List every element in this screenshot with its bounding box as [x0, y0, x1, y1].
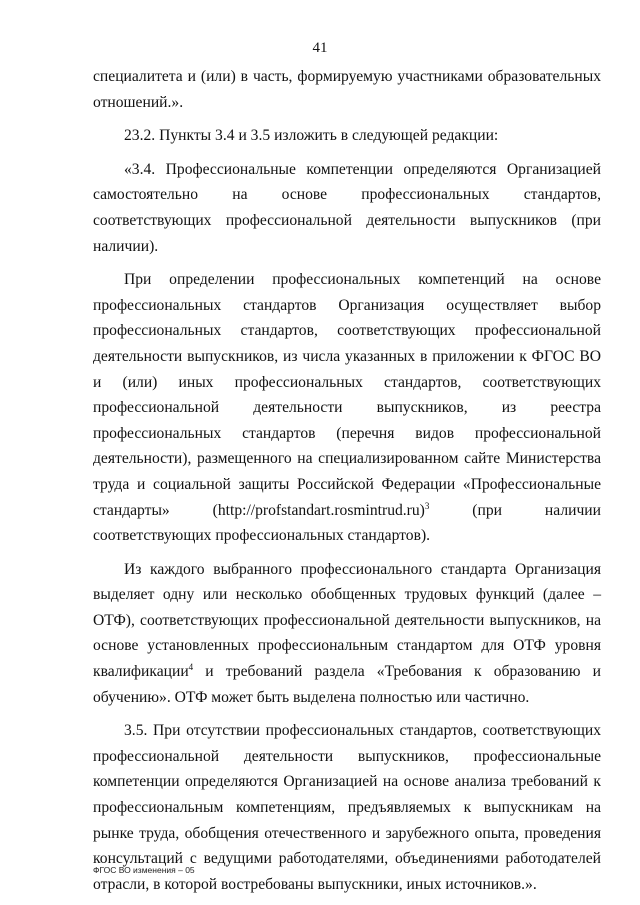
paragraph-otf-selection	[93, 557, 601, 711]
paragraph-clause-3-4: «3.4. Профессиональные компетенции определяются Организацией самостоятельно на основе профессиональных стандартов, соответствующих профессиональной деятельности выпускников (при наличии).	[93, 160, 601, 255]
document-body	[93, 64, 601, 897]
paragraph-standards-selection	[93, 267, 601, 549]
paragraph-clause-3-5: 3.5. При отсутствии профессиональных стандартов, соответствующих профессиональной деятельности выпускников, профессиональные компетенции определяются Организацией на основе анализа требований к профессиональным компетенциям, предъявляемых к выпускникам на рынке труда, обобщения отечественного и зарубежного опыта, проведения консультаций с ведущими работодателями, объединениями работодателей отрасли, в которой востребованы выпускники, иных источников.».	[93, 722, 601, 893]
paragraph-otf-selection-text: Из каждого выбранного профессионального стандарта Организация выделяет одну или несколько обобщенных трудовых функций (далее – ОТФ), соответствующих профессиональной деятельности выпускников, на основе установленных профессиональным стандартом для ОТФ уровня квалификации	[93, 560, 601, 681]
paragraph-standards-selection-text: При определении профессиональных компетенций на основе профессиональных стандартов Организация осуществляет выбор профессиональных стандартов, соответствующих профессиональной деятельности выпускников, из числа указанных в приложении к ФГОС ВО и (или) иных профессиональных стандартов, соответствующих профессиональной деятельности выпускников, из реестра профессиональных стандартов (перечня видов профессиональной деятельности), размещенного на специализированном сайте Министерства труда и социальной защиты Российской Федерации «Профессиональные стандарты» (http://profstandart.rosmintrud.ru)	[93, 271, 601, 519]
paragraph-standards-selection-tail: (при наличии соответствующих профессиональных стандартов).	[93, 501, 601, 545]
paragraph-continuation: специалитета и (или) в часть, формируемую участниками образовательных отношений.».	[93, 68, 601, 111]
paragraph-amendment-23-2: 23.2. Пункты 3.4 и 3.5 изложить в следующей редакции:	[124, 127, 499, 145]
footnote-ref-3[interactable]: 3	[424, 500, 430, 511]
page-footer: ФГОС ВО изменения – 05	[93, 865, 195, 875]
paragraph-otf-selection-tail: и требований раздела «Требования к образованию и обучению». ОТФ может быть выделена полностью или частично.	[93, 663, 601, 706]
footnote-ref-4[interactable]: 4	[188, 661, 194, 672]
page-number: 41	[312, 40, 328, 56]
